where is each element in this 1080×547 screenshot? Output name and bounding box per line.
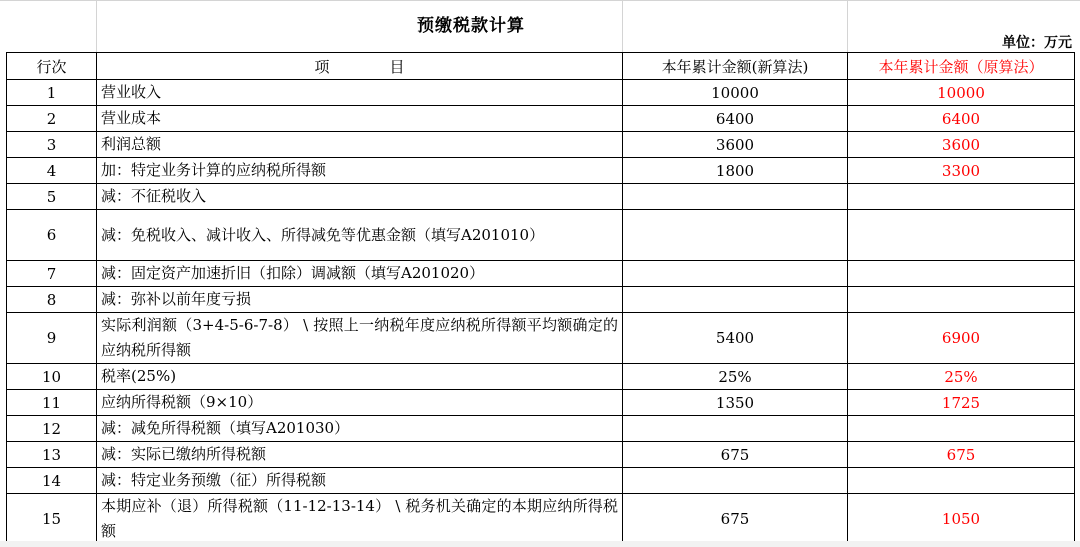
header-new-method[interactable]: 本年累计金额(新算法) bbox=[623, 53, 848, 80]
cell-item[interactable]: 应纳所得税额（9×10） bbox=[97, 390, 623, 416]
table-row bbox=[7, 261, 1075, 287]
cell-new-method[interactable]: 675 bbox=[623, 494, 848, 545]
table-row bbox=[7, 364, 1075, 390]
tax-calculation-table bbox=[6, 52, 1075, 545]
cell-item[interactable]: 减：免税收入、减计收入、所得减免等优惠金额（填写A201010） bbox=[97, 210, 623, 261]
cell-old-method[interactable]: 3300 bbox=[848, 158, 1075, 184]
cell-old-method[interactable]: 6400 bbox=[848, 106, 1075, 132]
cell-seq[interactable]: 9 bbox=[7, 313, 97, 364]
table-row bbox=[7, 106, 1075, 132]
cell-seq[interactable]: 10 bbox=[7, 364, 97, 390]
sheet-bottom-edge bbox=[0, 541, 1080, 547]
cell-seq[interactable]: 8 bbox=[7, 287, 97, 313]
cell-new-method[interactable]: 25% bbox=[623, 364, 848, 390]
cell-old-method[interactable] bbox=[848, 416, 1075, 442]
cell-seq[interactable]: 13 bbox=[7, 442, 97, 468]
cell-new-method[interactable] bbox=[623, 210, 848, 261]
cell-seq[interactable]: 2 bbox=[7, 106, 97, 132]
cell-item[interactable]: 减：实际已缴纳所得税额 bbox=[97, 442, 623, 468]
cell-new-method[interactable]: 10000 bbox=[623, 80, 848, 106]
cell-item[interactable]: 减：特定业务预缴（征）所得税额 bbox=[97, 468, 623, 494]
cell-seq[interactable]: 5 bbox=[7, 184, 97, 210]
cell-old-method[interactable] bbox=[848, 468, 1075, 494]
cell-seq[interactable]: 7 bbox=[7, 261, 97, 287]
cell-item[interactable]: 实际利润额（3+4-5-6-7-8） \ 按照上一纳税年度应纳税所得额平均额确定的应纳税所得额 bbox=[97, 313, 623, 364]
cell-old-method[interactable]: 1725 bbox=[848, 390, 1075, 416]
table-row bbox=[7, 80, 1075, 106]
cell-item[interactable]: 利润总额 bbox=[97, 132, 623, 158]
cell-old-method[interactable] bbox=[848, 287, 1075, 313]
cell-new-method[interactable]: 1350 bbox=[623, 390, 848, 416]
cell-seq[interactable]: 11 bbox=[7, 390, 97, 416]
cell-old-method[interactable]: 6900 bbox=[848, 313, 1075, 364]
unit-label: 单位：万元 bbox=[1002, 35, 1072, 51]
cell-seq[interactable]: 15 bbox=[7, 494, 97, 545]
header-old-method[interactable]: 本年累计金额（原算法） bbox=[848, 53, 1075, 80]
cell-new-method[interactable]: 5400 bbox=[623, 313, 848, 364]
header-row bbox=[7, 53, 1075, 80]
table-row bbox=[7, 442, 1075, 468]
gridline bbox=[847, 0, 848, 52]
cell-item[interactable]: 营业收入 bbox=[97, 80, 623, 106]
cell-item[interactable]: 营业成本 bbox=[97, 106, 623, 132]
cell-seq[interactable]: 14 bbox=[7, 468, 97, 494]
cell-item[interactable]: 本期应补（退）所得税额（11-12-13-14） \ 税务机关确定的本期应纳所得税额 bbox=[97, 494, 623, 545]
sheet-title: 预缴税款计算 bbox=[417, 15, 525, 36]
cell-new-method[interactable]: 3600 bbox=[623, 132, 848, 158]
table-row bbox=[7, 184, 1075, 210]
table-row bbox=[7, 468, 1075, 494]
cell-item[interactable]: 减：弥补以前年度亏损 bbox=[97, 287, 623, 313]
cell-old-method[interactable]: 3600 bbox=[848, 132, 1075, 158]
cell-new-method[interactable] bbox=[623, 468, 848, 494]
table-row bbox=[7, 132, 1075, 158]
table-row bbox=[7, 287, 1075, 313]
cell-item[interactable]: 减：不征税收入 bbox=[97, 184, 623, 210]
table-row bbox=[7, 210, 1075, 261]
table-row bbox=[7, 313, 1075, 364]
cell-item[interactable]: 减：固定资产加速折旧（扣除）调减额（填写A201020） bbox=[97, 261, 623, 287]
table-row bbox=[7, 494, 1075, 545]
header-item[interactable]: 项 目 bbox=[97, 53, 623, 80]
table-row bbox=[7, 158, 1075, 184]
cell-new-method[interactable] bbox=[623, 416, 848, 442]
cell-new-method[interactable] bbox=[623, 287, 848, 313]
cell-seq[interactable]: 1 bbox=[7, 80, 97, 106]
cell-item[interactable]: 税率(25%) bbox=[97, 364, 623, 390]
cell-old-method[interactable] bbox=[848, 184, 1075, 210]
cell-seq[interactable]: 4 bbox=[7, 158, 97, 184]
cell-seq[interactable]: 12 bbox=[7, 416, 97, 442]
cell-new-method[interactable] bbox=[623, 184, 848, 210]
cell-new-method[interactable] bbox=[623, 261, 848, 287]
cell-item[interactable]: 减：减免所得税额（填写A201030） bbox=[97, 416, 623, 442]
cell-new-method[interactable]: 1800 bbox=[623, 158, 848, 184]
table-row bbox=[7, 416, 1075, 442]
cell-item[interactable]: 加：特定业务计算的应纳税所得额 bbox=[97, 158, 623, 184]
cell-old-method[interactable]: 10000 bbox=[848, 80, 1075, 106]
table-row bbox=[7, 390, 1075, 416]
header-seq[interactable]: 行次 bbox=[7, 53, 97, 80]
cell-old-method[interactable]: 1050 bbox=[848, 494, 1075, 545]
cell-old-method[interactable] bbox=[848, 210, 1075, 261]
cell-old-method[interactable]: 675 bbox=[848, 442, 1075, 468]
cell-old-method[interactable]: 25% bbox=[848, 364, 1075, 390]
cell-old-method[interactable] bbox=[848, 261, 1075, 287]
cell-new-method[interactable]: 675 bbox=[623, 442, 848, 468]
cell-seq[interactable]: 3 bbox=[7, 132, 97, 158]
cell-new-method[interactable]: 6400 bbox=[623, 106, 848, 132]
cell-seq[interactable]: 6 bbox=[7, 210, 97, 261]
